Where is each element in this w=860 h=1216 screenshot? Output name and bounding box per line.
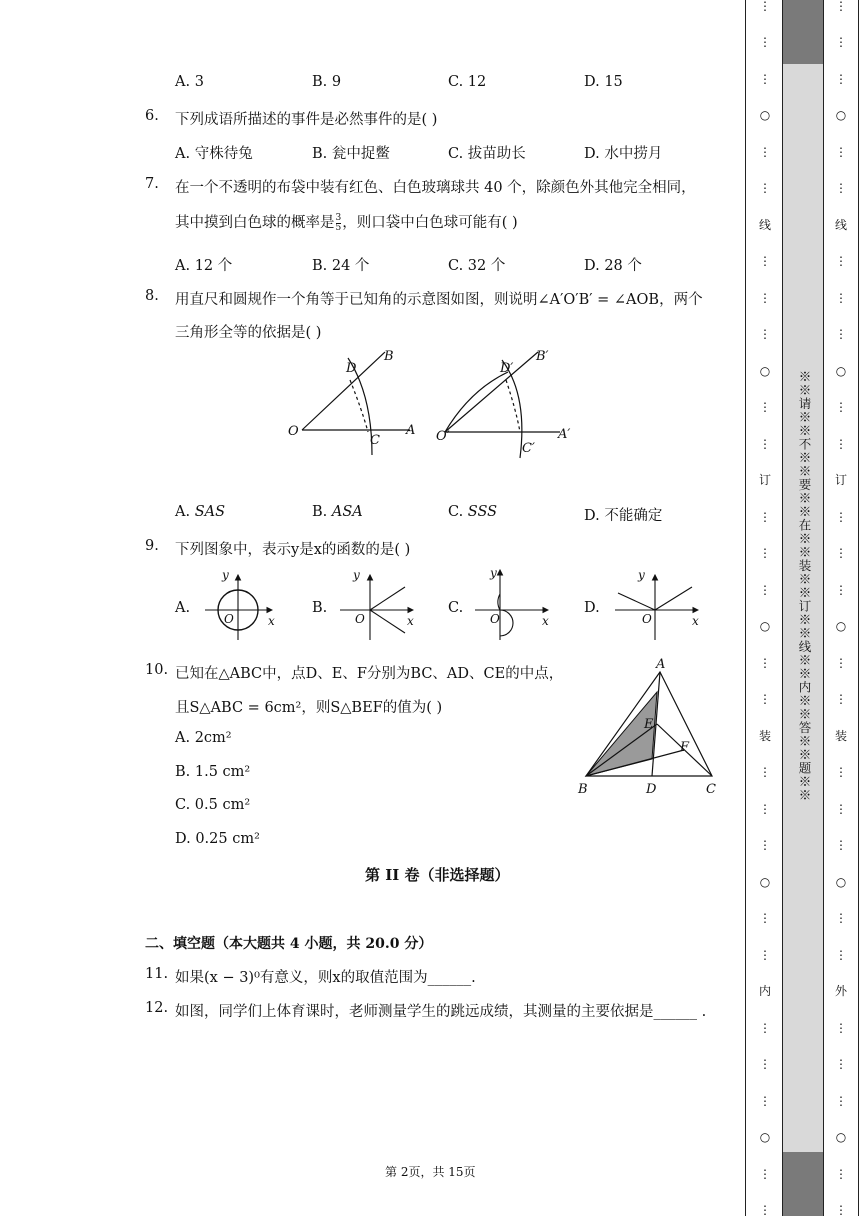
q7-option-c: C. 32 个	[448, 258, 506, 274]
label-b: B	[384, 349, 394, 364]
label-e: E	[644, 717, 654, 732]
q12-text: 如图，同学们上体育课时，老师测量学生的跳远成绩，其测量的主要依据是______ .	[175, 1004, 707, 1020]
label-c: C	[370, 433, 380, 448]
label-d: D	[646, 782, 657, 797]
inner-label-zhuang: 装	[758, 728, 771, 743]
outer-label-ding: 订	[834, 473, 847, 488]
q9-option-b-label: B.	[312, 600, 328, 616]
q10-option-c: C. 0.5 cm²	[175, 797, 251, 813]
q8-option-a-letter: A.	[175, 504, 191, 520]
dashed-dc-prime	[506, 380, 520, 432]
q7-option-d: D. 28 个	[584, 258, 642, 274]
outer-circle-1: ○	[835, 108, 847, 123]
q7-option-a: A. 12 个	[175, 258, 233, 274]
q7-line2-post: ，则口袋中白色球可能有( )	[342, 215, 518, 231]
label-d: D	[346, 361, 357, 376]
q6-option-d: D. 水中捞月	[584, 146, 663, 162]
q9-option-d-label: D.	[584, 600, 600, 616]
q7-line1: 在一个不透明的布袋中装有红色、白色玻璃球共 40 个，除颜色外其他完全相同，	[175, 180, 696, 196]
q10-line1: 已知在△ABC中，点D、E、F分别为BC、AD、CE的中点，	[175, 666, 564, 682]
q10-number: 10.	[145, 662, 169, 678]
q10-option-a: A. 2cm²	[175, 730, 232, 746]
q10-option-b: B. 1.5 cm²	[175, 764, 251, 780]
outer-label-wai: 外	[834, 984, 847, 999]
binding-warning-text: ※※请※※不※※要※※在※※装※※订※※线※※内※※答※※题※※	[797, 370, 812, 802]
q9-stem: 下列图象中，表示y是x的函数的是( )	[175, 542, 411, 558]
q10-option-d: D. 0.25 cm²	[175, 831, 260, 847]
graph-b-rays	[335, 565, 420, 645]
graph-b-o: O	[355, 612, 365, 626]
inner-label-line: 线	[758, 217, 771, 232]
label-c-prime: C′	[522, 441, 535, 456]
graph-a-o: O	[224, 612, 234, 626]
q8-option-d-text: 不能确定	[604, 508, 663, 524]
graph-d-v	[610, 565, 705, 645]
fraction-denominator: 5	[335, 222, 342, 233]
section-title: 第 II 卷（非选择题）	[365, 866, 510, 884]
outer-circle-4: ○	[835, 874, 847, 889]
fraction-numerator: 3	[335, 212, 342, 223]
label-o: O	[288, 424, 299, 439]
dashed-dc	[350, 380, 368, 432]
graph-b-y: y	[353, 568, 360, 582]
graph-d-y: y	[638, 568, 645, 582]
label-a: A	[406, 423, 416, 438]
outer-binding-column: ⋮ ⋮ ⋮ ○ ⋮ ⋮ 线 ⋮ ⋮ ⋮ ○ ⋮ ⋮ 订 ⋮ ⋮ ⋮ ○ ⋮ ⋮ 装 ⋮ ⋮ ⋮ ○ ⋮ ⋮ 外 ⋮ ⋮ ⋮ ○ ⋮ ⋮	[834, 0, 847, 1216]
q11-number: 11.	[145, 966, 169, 982]
strip-bottom-block	[783, 1152, 823, 1216]
label-b: B	[578, 782, 588, 797]
q6-option-b: B. 瓮中捉鳖	[312, 146, 390, 162]
graph-b-x: x	[407, 614, 414, 628]
shaded-triangle-bef	[586, 692, 657, 776]
inner-label-ding: 订	[758, 473, 771, 488]
ray-ob	[302, 352, 385, 430]
q8-option-c-letter: C.	[448, 504, 464, 520]
strip-top-block	[783, 0, 823, 64]
label-b-prime: B′	[536, 349, 549, 364]
q8-option-b-text: ASA	[331, 504, 363, 520]
q9-option-c-label: C.	[448, 600, 464, 616]
q8-line1: 用直尺和圆规作一个角等于已知角的示意图如图，则说明∠A′O′B′ = ∠AOB，两个	[175, 292, 703, 308]
inner-circle-3: ○	[759, 619, 771, 634]
q11-text: 如果(x − 3)⁰有意义，则x的取值范围为______.	[175, 970, 476, 986]
outer-circle-3: ○	[835, 619, 847, 634]
q8-option-c	[448, 504, 497, 520]
margin-border-right	[858, 0, 859, 1216]
q8-option-c-text: SSS	[467, 504, 498, 520]
q9-option-a-label: A.	[175, 600, 191, 616]
q7-line2-pre: 其中摸到白色球的概率是	[175, 215, 335, 231]
q5-option-b: B. 9	[312, 74, 342, 90]
q9-number: 9.	[145, 538, 159, 554]
q5-option-a: A. 3	[175, 74, 204, 90]
q7-line2	[175, 211, 518, 233]
q8-option-b-letter: B.	[312, 504, 328, 520]
q8-line2: 三角形全等的依据是( )	[175, 325, 322, 341]
outer-label-line: 线	[834, 217, 847, 232]
q7-number: 7.	[145, 176, 159, 192]
q8-number: 8.	[145, 288, 159, 304]
page-footer: 第 2页，共 15页	[385, 1165, 476, 1179]
graph-c-arcs	[470, 565, 555, 645]
q5-option-c: C. 12	[448, 74, 487, 90]
part2-heading: 二、填空题（本大题共 4 小题，共 20.0 分）	[145, 936, 433, 952]
graph-c-y: y	[490, 566, 497, 580]
triangle-abc-figure	[572, 656, 722, 801]
ray-ob-prime	[445, 352, 538, 432]
label-f: F	[680, 740, 690, 755]
inner-circle-2: ○	[759, 363, 771, 378]
q8-option-d	[584, 504, 662, 525]
probability-fraction	[336, 214, 342, 233]
margin-border-left	[745, 0, 746, 1216]
outer-label-zhuang: 装	[834, 728, 847, 743]
graph-c-o: O	[490, 612, 500, 626]
q8-option-a	[175, 504, 225, 520]
outer-circle-2: ○	[835, 363, 847, 378]
q8-option-d-letter: D.	[584, 508, 600, 524]
graph-d-o: O	[642, 612, 652, 626]
q10-line2: 且S△ABC = 6cm²，则S△BEF的值为( )	[175, 700, 443, 716]
q12-number: 12.	[145, 1000, 169, 1016]
label-d-prime: D′	[500, 361, 514, 376]
q6-option-a: A. 守株待兔	[175, 146, 253, 162]
inner-circle-1: ○	[759, 108, 771, 123]
angle-construction-figure	[280, 340, 590, 465]
q8-option-a-text: SAS	[194, 504, 226, 520]
q5-option-d: D. 15	[584, 74, 623, 90]
inner-binding-column: ⋮ ⋮ ⋮ ○ ⋮ ⋮ 线 ⋮ ⋮ ⋮ ○ ⋮ ⋮ 订 ⋮ ⋮ ⋮ ○ ⋮ ⋮ 装 ⋮ ⋮ ⋮ ○ ⋮ ⋮ 内 ⋮ ⋮ ⋮ ○ ⋮ ⋮	[758, 0, 771, 1216]
inner-circle-5: ○	[759, 1130, 771, 1145]
inner-label-nei: 内	[758, 984, 771, 999]
graph-a-x: x	[268, 614, 275, 628]
label-o-prime: O′	[436, 429, 450, 444]
graph-a-circle	[200, 565, 285, 645]
label-a: A	[656, 657, 666, 672]
arc-o-prime	[445, 372, 508, 432]
graph-d-x: x	[692, 614, 699, 628]
outer-circle-5: ○	[835, 1130, 847, 1145]
graph-a-y: y	[222, 568, 229, 582]
q8-option-b	[312, 504, 363, 520]
q7-option-b: B. 24 个	[312, 258, 370, 274]
q6-stem: 下列成语所描述的事件是必然事件的是( )	[175, 112, 438, 128]
q6-number: 6.	[145, 108, 159, 124]
margin-border-mid2	[823, 0, 824, 1216]
inner-circle-4: ○	[759, 874, 771, 889]
q6-option-c: C. 拔苗助长	[448, 146, 526, 162]
label-c: C	[706, 782, 716, 797]
graph-c-x: x	[542, 614, 549, 628]
label-a-prime: A′	[558, 427, 571, 442]
